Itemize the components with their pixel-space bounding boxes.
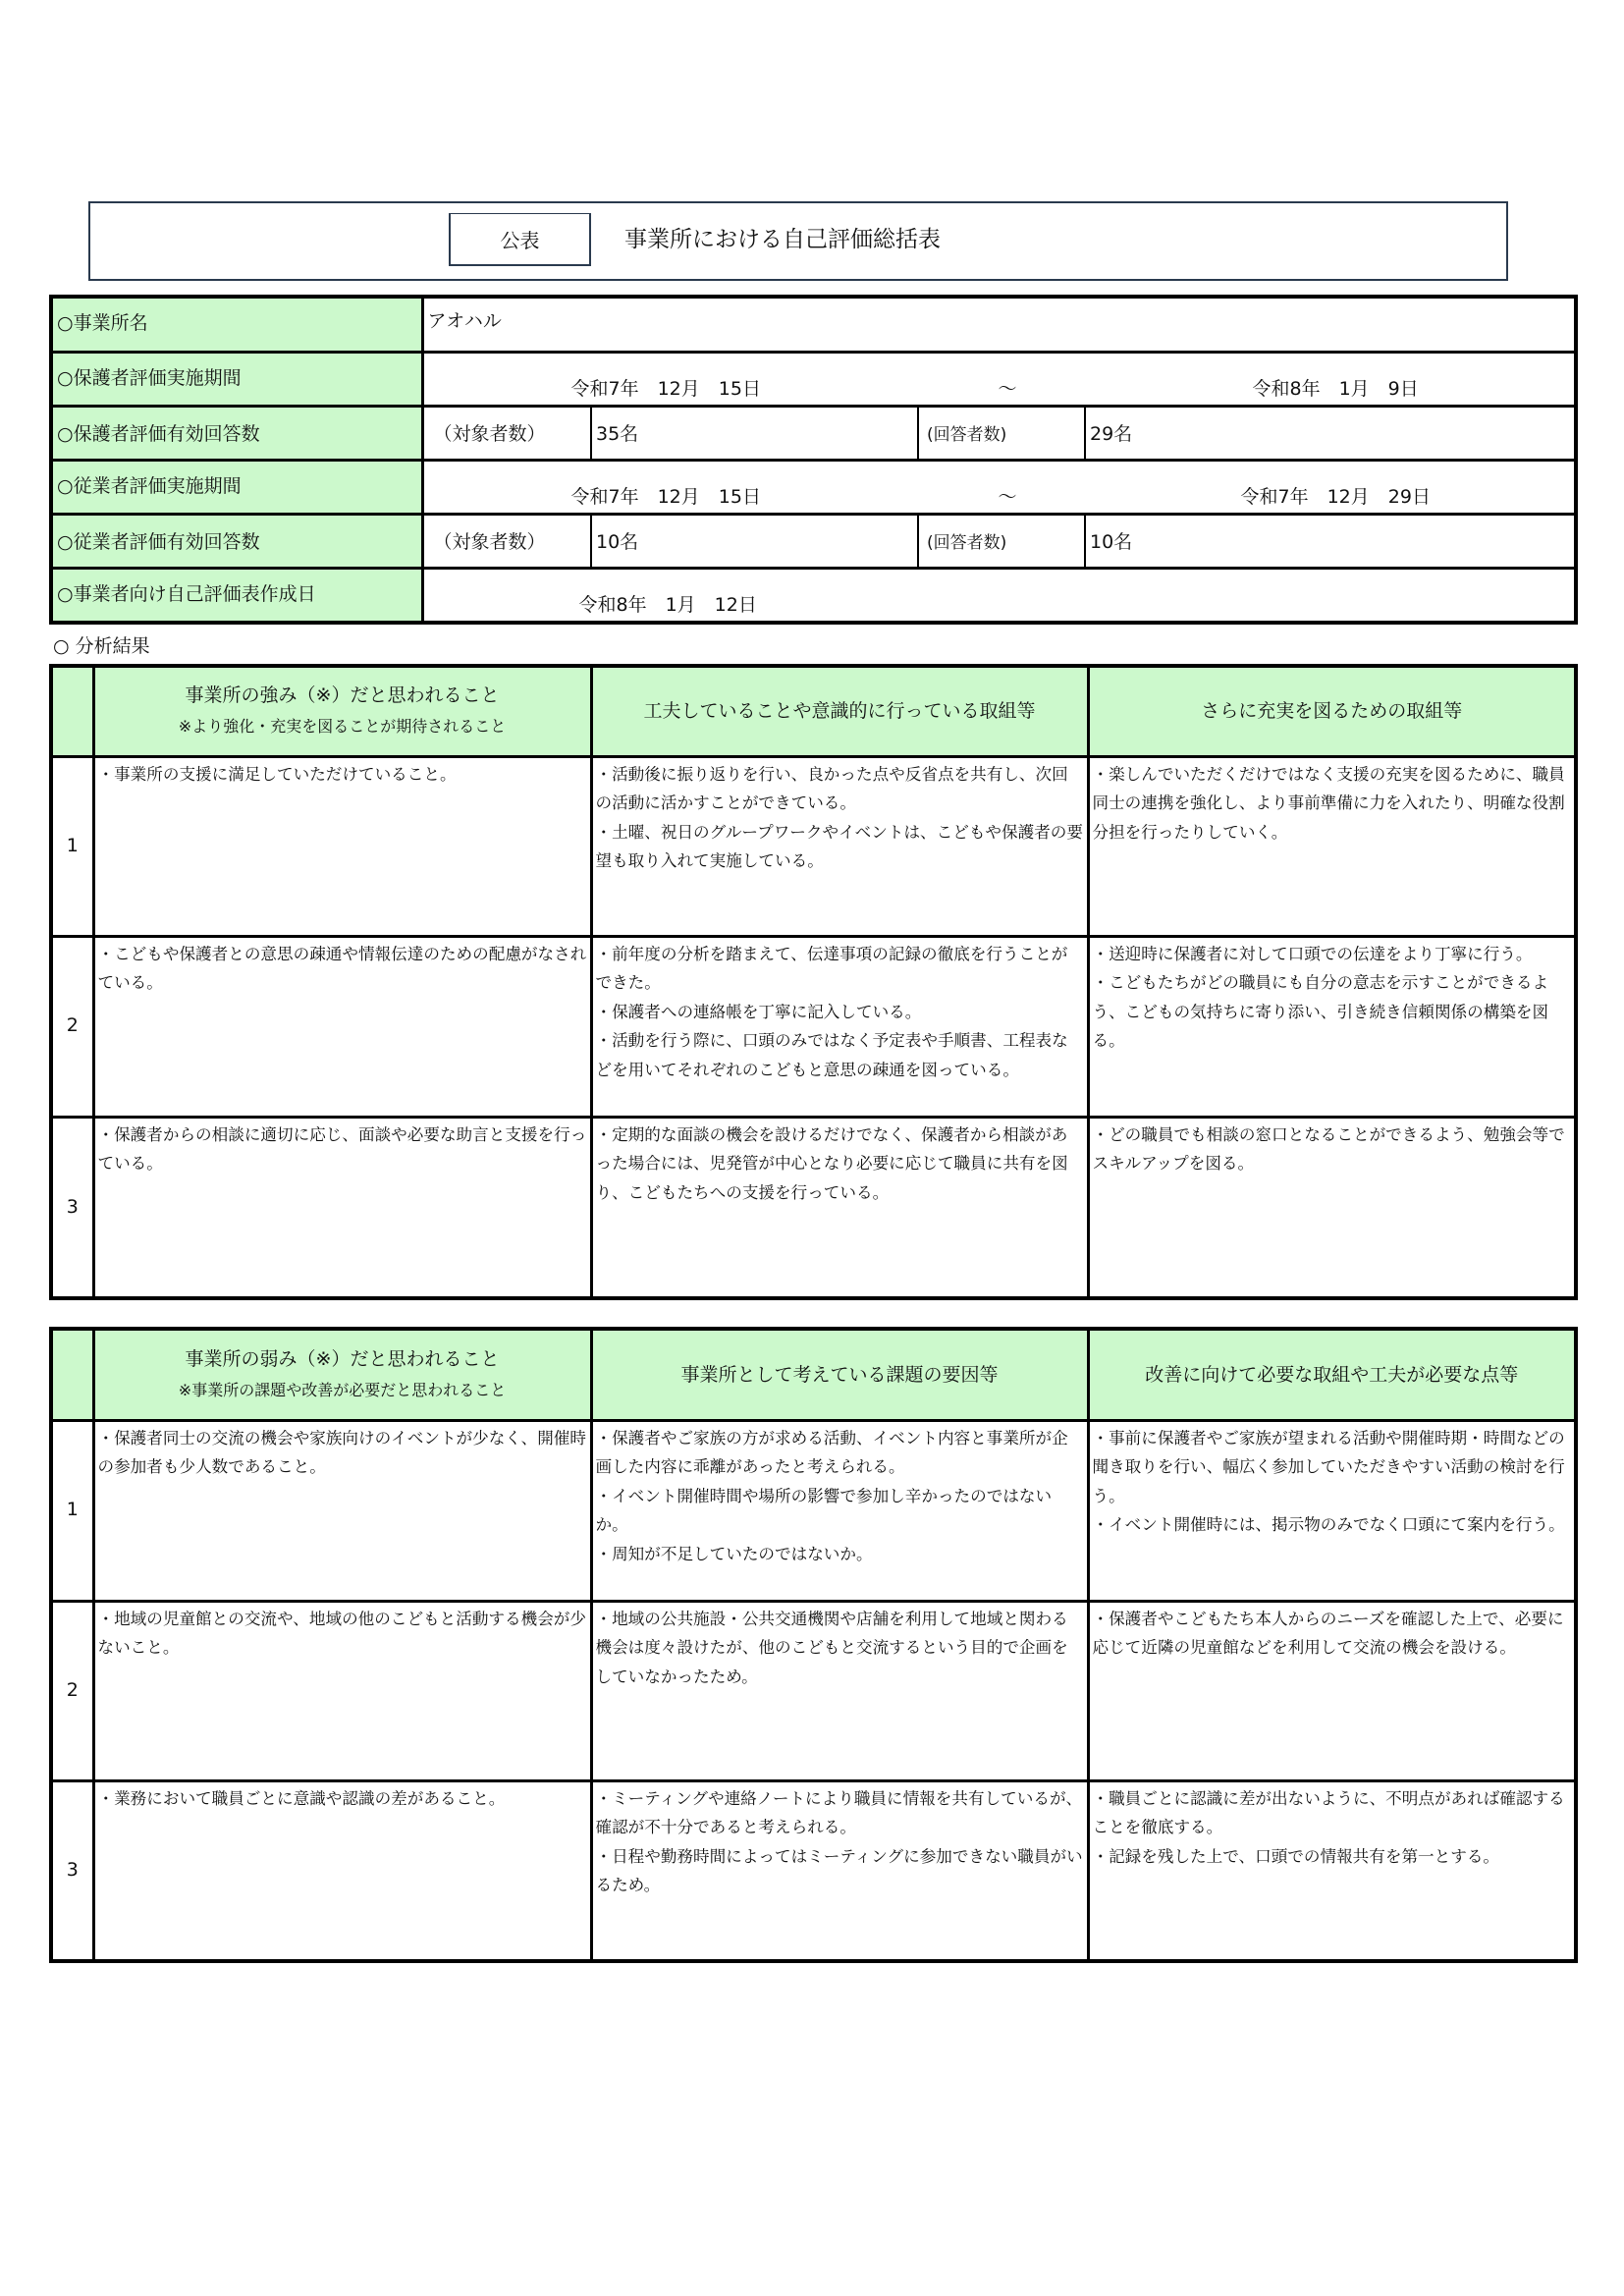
strength-cell: ・事業所の支援に満足していただけていること。 bbox=[93, 756, 591, 936]
facility-name-label: ○事業所名 bbox=[51, 297, 422, 352]
staff-respondent-value: 10名 bbox=[1085, 514, 1576, 568]
page-title: 事業所における自己評価総括表 bbox=[624, 227, 941, 252]
enhancement-cell: ・楽しんでいただくだけではなく支援の充実を図るために、職員同士の連携を強化し、より事前準備に力を入れたり、明確な役割分担を行ったりしていく。 bbox=[1088, 756, 1576, 936]
weakness-cell: ・業務において職員ごとに意識や認識の差があること。 bbox=[93, 1780, 591, 1961]
table-row bbox=[51, 936, 1576, 1117]
strength-cell: ・こどもや保護者との意思の疎通や情報伝達のための配慮がなされている。 bbox=[93, 936, 591, 1117]
info-row-created-date bbox=[51, 568, 1576, 623]
weaknesses-header-row bbox=[51, 1329, 1576, 1420]
weaknesses-header-col3: 改善に向けて必要な取組や工夫が必要な点等 bbox=[1088, 1329, 1576, 1420]
guardian-period-label: ○保護者評価実施期間 bbox=[51, 352, 422, 406]
staff-period-end: 令和7年 12月 29日 bbox=[1240, 485, 1431, 508]
row-number: 1 bbox=[51, 756, 93, 936]
row-number: 1 bbox=[51, 1420, 93, 1601]
table-row bbox=[51, 1420, 1576, 1601]
guardian-period-start: 令和7年 12月 15日 bbox=[570, 377, 761, 400]
staff-period-start: 令和7年 12月 15日 bbox=[570, 485, 761, 508]
cause-cell: ・ミーティングや連絡ノートにより職員に情報を共有しているが、確認が不十分であると考えられる。 ・日程や勤務時間によってはミーティングに参加できない職員がいるため。 bbox=[591, 1780, 1088, 1961]
weakness-cell: ・地域の児童館との交流や、地域の他のこどもと活動する機会が少ないこと。 bbox=[93, 1601, 591, 1780]
improvement-cell: ・保護者やこどもたち本人からのニーズを確認した上で、必要に応じて近隣の児童館などを利用して交流の機会を設ける。 bbox=[1088, 1601, 1576, 1780]
created-date-label: ○事業者向け自己評価表作成日 bbox=[51, 568, 422, 623]
guardian-responses-label: ○保護者評価有効回答数 bbox=[51, 406, 422, 460]
info-row-staff-responses bbox=[51, 514, 1576, 568]
effort-cell: ・定期的な面談の機会を設けるだけでなく、保護者から相談があった場合には、児発管が中心となり必要に応じて職員に共有を図り、こどもたちへの支援を行っている。 bbox=[591, 1117, 1088, 1298]
public-badge: 公表 bbox=[449, 213, 591, 266]
created-date-cell bbox=[422, 568, 1576, 623]
staff-respondent-label: (回答者数) bbox=[918, 514, 1085, 568]
facility-name-value: アオハル bbox=[422, 297, 1576, 352]
weaknesses-header-col2: 事業所として考えている課題の要因等 bbox=[591, 1329, 1088, 1420]
guardian-respondent-value: 29名 bbox=[1085, 406, 1576, 460]
strengths-header-col3: さらに充実を図るための取組等 bbox=[1088, 666, 1576, 756]
staff-period-value bbox=[422, 460, 1576, 514]
row-number: 2 bbox=[51, 1601, 93, 1780]
created-date-value: 令和8年 1月 12日 bbox=[578, 594, 757, 616]
strength-cell: ・保護者からの相談に適切に応じ、面談や必要な助言と支援を行っている。 bbox=[93, 1117, 591, 1298]
number-header bbox=[51, 666, 93, 756]
facility-info-table bbox=[49, 295, 1578, 625]
period-separator: ～ bbox=[998, 377, 1017, 400]
weaknesses-header-sub: ※事業所の課題や改善が必要だと思われること bbox=[178, 1380, 507, 1399]
staff-target-label: （対象者数） bbox=[422, 514, 591, 568]
strengths-table bbox=[49, 664, 1578, 1300]
guardian-period-value bbox=[422, 352, 1576, 406]
guardian-target-label: （対象者数） bbox=[422, 406, 591, 460]
effort-cell: ・前年度の分析を踏まえて、伝達事項の記録の徹底を行うことができた。 ・保護者への連絡帳を丁寧に記入している。 ・活動を行う際に、口頭のみではなく予定表や手順書、工程表などを用いてそれぞれのこどもと意思の疎通を図っている。 bbox=[591, 936, 1088, 1117]
info-row-facility-name bbox=[51, 297, 1576, 352]
number-header bbox=[51, 1329, 93, 1420]
guardian-period-end: 令和8年 1月 9日 bbox=[1252, 377, 1419, 400]
strengths-header-col2: 工夫していることや意識的に行っている取組等 bbox=[591, 666, 1088, 756]
strengths-header-main: 事業所の強み（※）だと思われること bbox=[185, 684, 500, 707]
strengths-header-sub: ※より強化・充実を図ることが期待されること bbox=[178, 717, 507, 737]
guardian-respondent-label: (回答者数) bbox=[918, 406, 1085, 460]
weaknesses-header-col1 bbox=[93, 1329, 591, 1420]
row-number: 3 bbox=[51, 1117, 93, 1298]
info-row-staff-period bbox=[51, 460, 1576, 514]
cause-cell: ・地域の公共施設・公共交通機関や店舗を利用して地域と関わる機会は度々設けたが、他のこどもと交流するという目的で企画をしていなかったため。 bbox=[591, 1601, 1088, 1780]
period-separator: ～ bbox=[998, 485, 1017, 508]
weaknesses-header-main: 事業所の弱み（※）だと思われること bbox=[185, 1347, 500, 1370]
info-row-guardian-responses bbox=[51, 406, 1576, 460]
weakness-cell: ・保護者同士の交流の機会や家族向けのイベントが少なく、開催時の参加者も少人数であること。 bbox=[93, 1420, 591, 1601]
cause-cell: ・保護者やご家族の方が求める活動、イベント内容と事業所が企画した内容に乖離があったと考えられる。 ・イベント開催時間や場所の影響で参加し辛かったのではないか。 ・周知が不足していたのではないか。 bbox=[591, 1420, 1088, 1601]
enhancement-cell: ・送迎時に保護者に対して口頭での伝達をより丁寧に行う。 ・こどもたちがどの職員にも自分の意志を示すことができるよう、こどもの気持ちに寄り添い、引き続き信頼関係の構築を図る。 bbox=[1088, 936, 1576, 1117]
staff-target-value: 10名 bbox=[591, 514, 918, 568]
table-row bbox=[51, 1117, 1576, 1298]
weaknesses-table bbox=[49, 1327, 1578, 1963]
table-row bbox=[51, 1601, 1576, 1780]
info-row-guardian-period bbox=[51, 352, 1576, 406]
row-number: 3 bbox=[51, 1780, 93, 1961]
improvement-cell: ・職員ごとに認識に差が出ないように、不明点があれば確認することを徹底する。 ・記録を残した上で、口頭での情報共有を第一とする。 bbox=[1088, 1780, 1576, 1961]
guardian-target-value: 35名 bbox=[591, 406, 918, 460]
table-row bbox=[51, 756, 1576, 936]
analysis-section-label: ○ 分析結果 bbox=[53, 635, 150, 657]
staff-period-label: ○従業者評価実施期間 bbox=[51, 460, 422, 514]
strengths-header-row bbox=[51, 666, 1576, 756]
effort-cell: ・活動後に振り返りを行い、良かった点や反省点を共有し、次回の活動に活かすことができている。 ・土曜、祝日のグループワークやイベントは、こどもや保護者の要望も取り入れて実施している。 bbox=[591, 756, 1088, 936]
row-number: 2 bbox=[51, 936, 93, 1117]
enhancement-cell: ・どの職員でも相談の窓口となることができるよう、勉強会等でスキルアップを図る。 bbox=[1088, 1117, 1576, 1298]
strengths-header-col1 bbox=[93, 666, 591, 756]
staff-responses-label: ○従業者評価有効回答数 bbox=[51, 514, 422, 568]
table-row bbox=[51, 1780, 1576, 1961]
improvement-cell: ・事前に保護者やご家族が望まれる活動や開催時期・時間などの聞き取りを行い、幅広く参加していただきやすい活動の検討を行う。 ・イベント開催時には、掲示物のみでなく口頭にて案内を行う。 bbox=[1088, 1420, 1576, 1601]
